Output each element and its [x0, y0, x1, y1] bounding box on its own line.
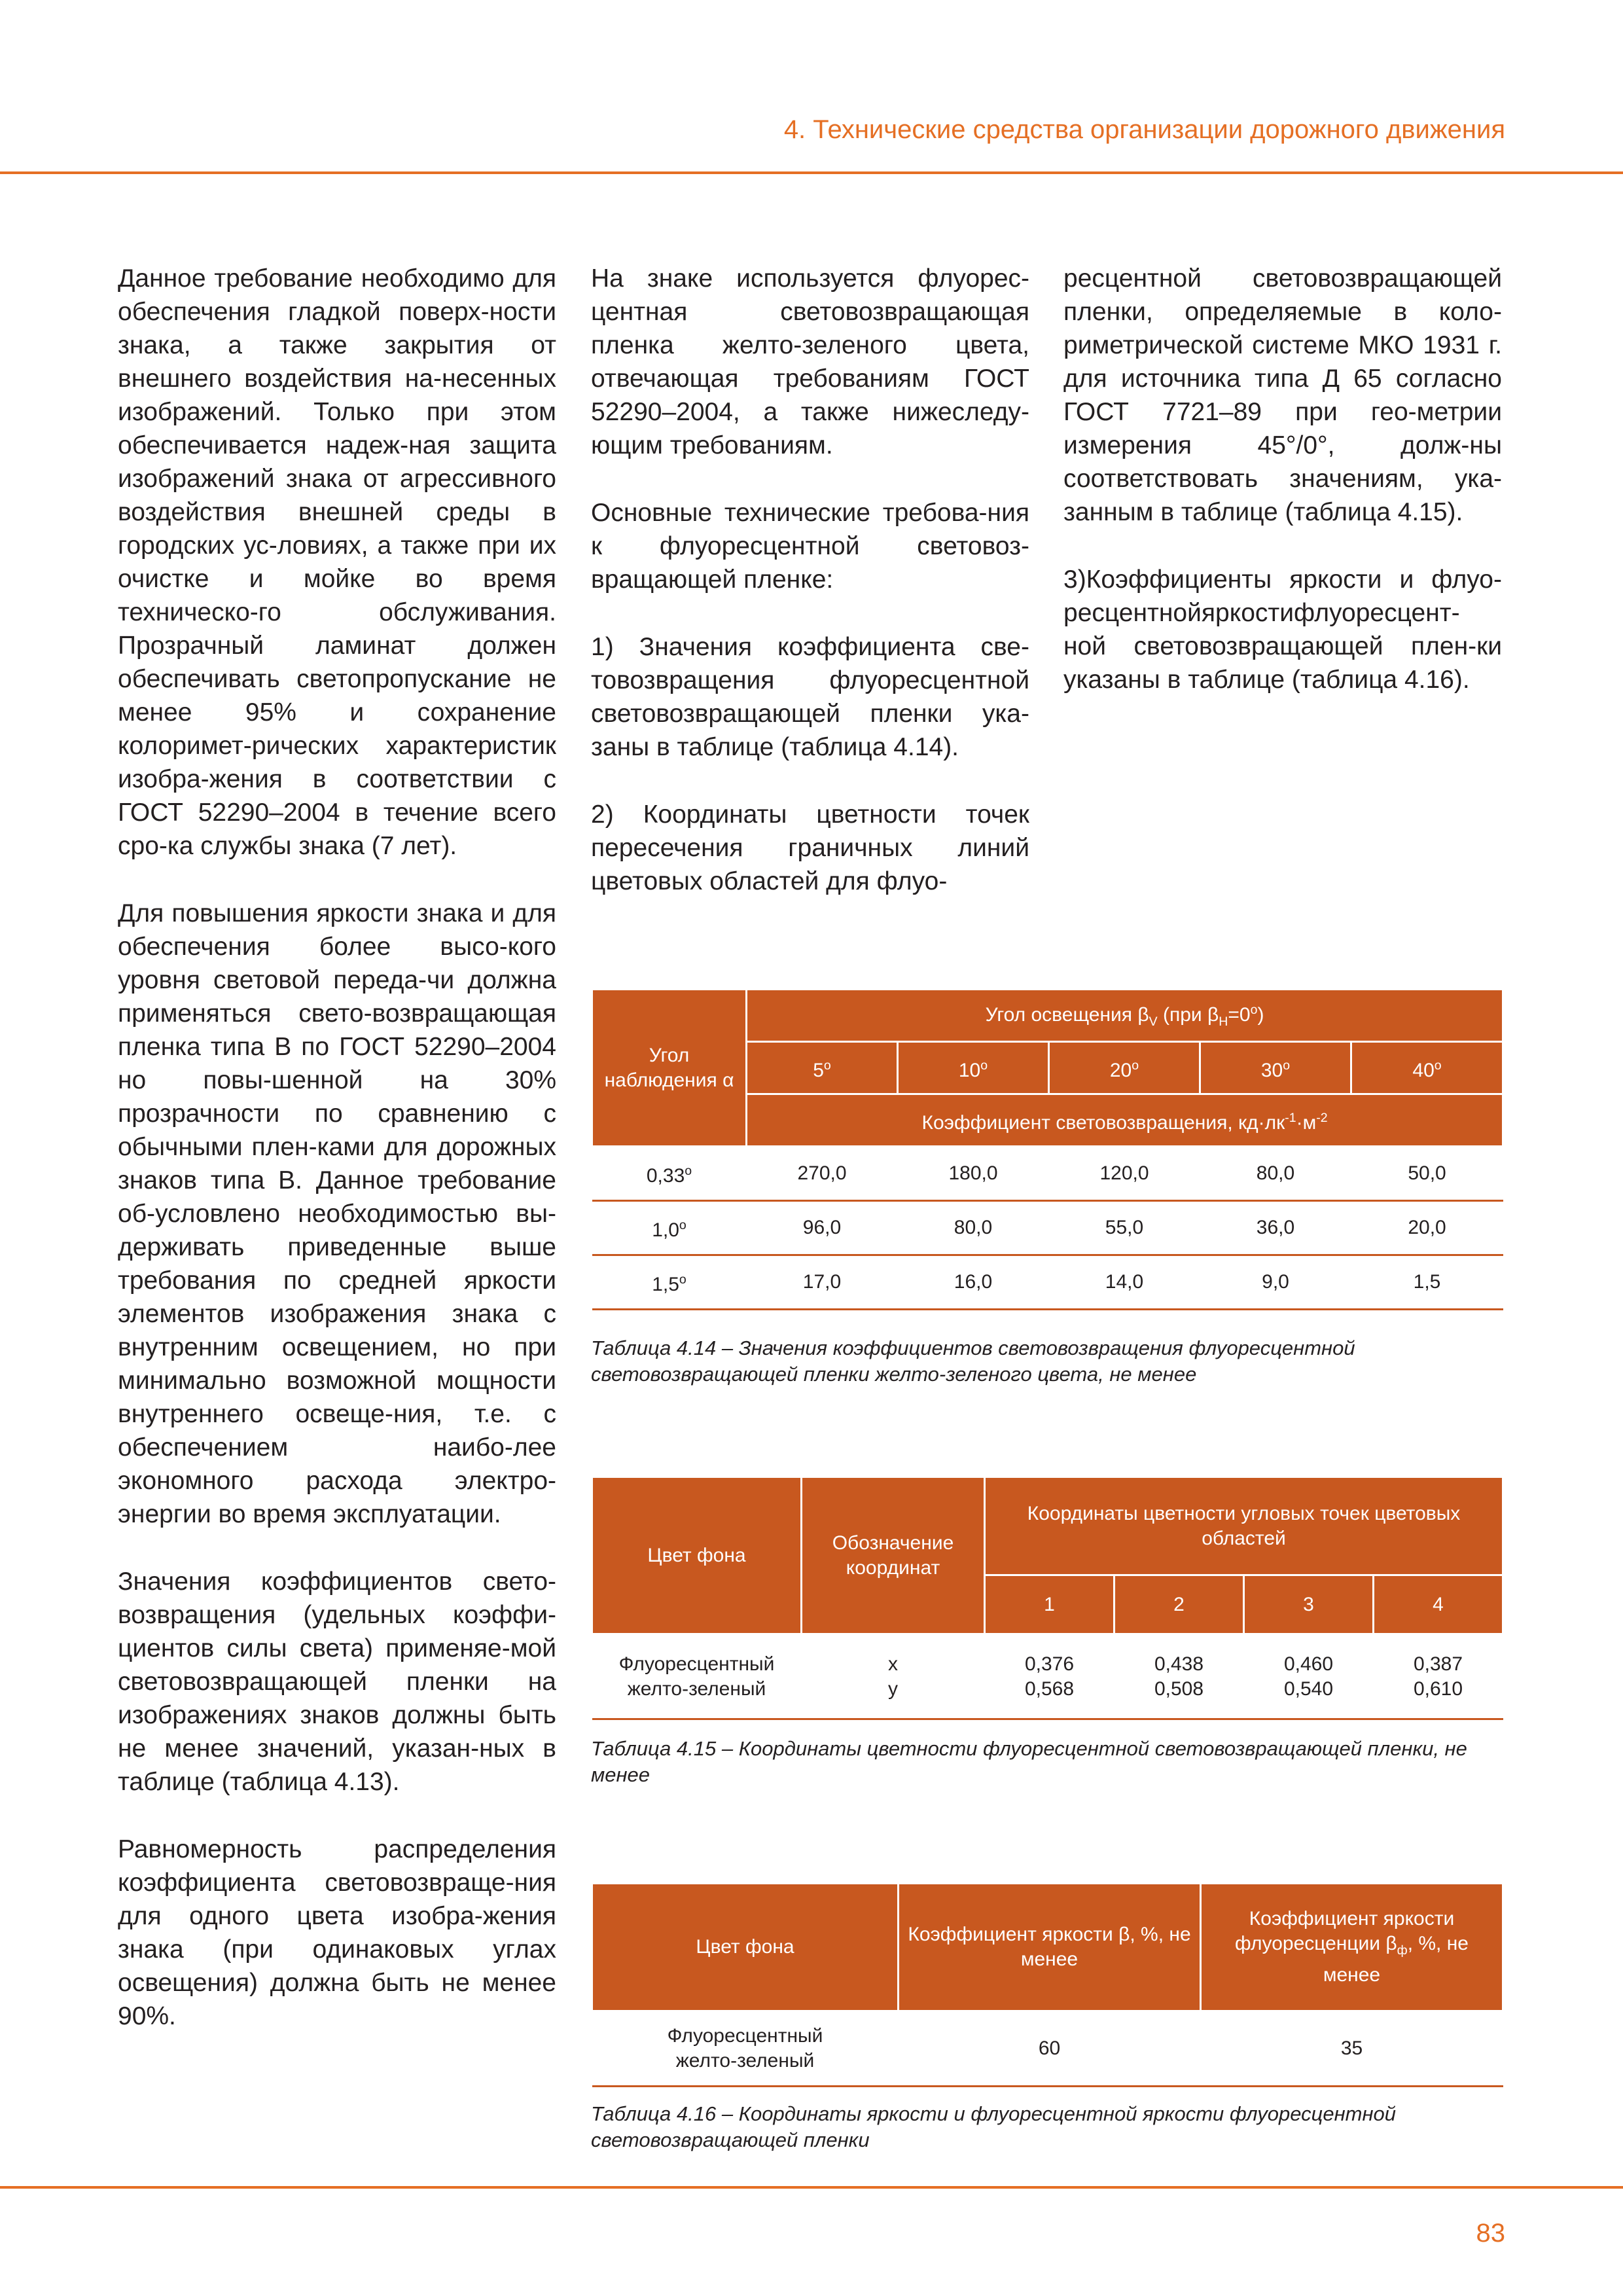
table-header-cell: $5^о$: [747, 1042, 898, 1094]
paragraph: Для повышения яркости знака и для обеспечения более высо-кого уровня световой переда-чи должна применяться свето-возвращающая пленка типа В по ГОСТ 52290–2004 но повы-шенной на 30% прозрачности по сравнению с обычными плен-ками для дорожных знаков типа В. Данное требование об-условлено необходимостью вы-держивать приведенные выше требования по средней яркости элементов изображения знака с внутренним освещением, но при минимально возможной мощности внутреннего освеще-ния, т.е. с обеспечением наибо-лее экономного расхода электро-энергии во время эксплуатации.: [118, 899, 556, 1528]
table-row: [592, 1634, 1503, 1719]
table-caption: Таблица 4.16 – Координаты яркости и флуоресцентной яркости флуоресцентной световозвращающей пленки: [591, 2102, 1397, 2151]
table-header-cell: Угол наблюдения α: [592, 990, 747, 1147]
table-cell: 0,376 0,568: [985, 1634, 1115, 1719]
text-column-3: [1063, 262, 1502, 730]
table-cell: 36,0: [1200, 1201, 1351, 1255]
table-header-cell: Коэффициент яркости флуоресценции $\beta_ф$, %, не менее: [1201, 1884, 1503, 2011]
table-header-cell: $10^о$: [898, 1042, 1049, 1094]
header-rule: [0, 171, 1623, 174]
paragraph: ресцентной световозвращающей пленки, определяемые в коло-риметрической системе МКО 1931 г. для источника типа Д 65 согласно ГОСТ 7721–89 при гео-метрии измерения 45°/0°, долж-ны соответствовать значениям, ука-занным в таблице (таблица 4.15).: [1063, 264, 1502, 526]
table-cell: Флуоресцентный желто-зеленый: [592, 1634, 802, 1719]
table-cell: 0,438 0,508: [1115, 1634, 1244, 1719]
paragraph: 3)Коэффициенты яркости и флуо-ресцентнойяркостифлуоресцент-ной световозвращающей плен-ки указаны в таблице (таблица 4.16).: [1063, 565, 1502, 694]
table-cell: 17,0: [747, 1255, 898, 1310]
table-cell: 9,0: [1200, 1255, 1351, 1310]
text-column-2: [591, 262, 1029, 932]
text-column-1: [118, 262, 556, 2067]
table-cell: 80,0: [898, 1201, 1049, 1255]
table-cell: x y: [802, 1634, 985, 1719]
table-cell: 16,0: [898, 1255, 1049, 1310]
table-header-cell: $20^о$: [1049, 1042, 1200, 1094]
table-cell: 1,5: [1351, 1255, 1503, 1310]
table-header-cell: Цвет фона: [592, 1477, 802, 1634]
paragraph: На знаке используется флуорес-центная световозвращающая пленка желто-зеленого цвета, отвечающая требованиям ГОСТ 52290–2004, а также нижеследу-ющим требованиям.: [591, 264, 1029, 459]
table-cell: 60: [899, 2011, 1201, 2087]
table-4-14: [591, 988, 1504, 1310]
table-header-cell: $30^о$: [1200, 1042, 1351, 1094]
table-4-15: [591, 1476, 1504, 1720]
table-cell: 80,0: [1200, 1147, 1351, 1201]
table-cell: 96,0: [747, 1201, 898, 1255]
paragraph: Основные технические требова-ния к флуоресцентной световоз-вращающей пленке:: [591, 499, 1029, 594]
table-caption: Таблица 4.15 – Координаты цветности флуоресцентной световозвращающей пленки, не менее: [591, 1737, 1467, 1786]
table-caption: Таблица 4.14 – Значения коэффициентов световозвращения флуоресцентной световозвращающей пленки желто-зеленого цвета, не менее: [591, 1336, 1355, 1386]
table-header-cell: $40^о$: [1351, 1042, 1503, 1094]
table-header-cell: Координаты цветности угловых точек цветовых областей: [985, 1477, 1503, 1575]
table-cell: 180,0: [898, 1147, 1049, 1201]
table-cell: 120,0: [1049, 1147, 1200, 1201]
table-cell: $1,5^о$: [592, 1255, 747, 1310]
table-header-cell: Угол освещения $\beta_V$ (при $\beta_H=0^о$): [747, 990, 1503, 1042]
table-header-cell: Цвет фона: [592, 1884, 899, 2011]
table-cell: 35: [1201, 2011, 1503, 2087]
table-cell: 50,0: [1351, 1147, 1503, 1201]
table-row: [592, 1147, 1503, 1201]
table-row: [592, 2011, 1503, 2087]
table-cell: 20,0: [1351, 1201, 1503, 1255]
table-header-cell: 1: [985, 1575, 1115, 1634]
table-4-16: [591, 1882, 1504, 2087]
footer-rule: [0, 2186, 1623, 2189]
table-header-cell: 4: [1374, 1575, 1503, 1634]
table-header-cell: Обозначение координат: [802, 1477, 985, 1634]
table-row: [592, 1255, 1503, 1310]
table-cell: $0,33^о$: [592, 1147, 747, 1201]
chapter-header: 4. Технические средства организации дорожного движения: [783, 115, 1505, 144]
table-cell: $1,0^о$: [592, 1201, 747, 1255]
table-cell: Флуоресцентный желто-зеленый: [592, 2011, 899, 2087]
table-header-cell: 3: [1244, 1575, 1374, 1634]
paragraph: Данное требование необходимо для обеспечения гладкой поверх-ности знака, а также закрытия от внешнего воздействия на-несенных изображений. Только при этом обеспечивается надеж-ная защита изображений знака от агрессивного воздействия внешней среды в городских ус-ловиях, а также при их очистке и мойке во время техническо-го обслуживания. Прозрачный ламинат должен обеспечивать светопропускание не менее 95% и сохранение колоримет-рических характеристик изобра-жения в соответствии с ГОСТ 52290–2004 в течение всего сро-ка службы знака (7 лет).: [118, 264, 556, 860]
paragraph: 2) Координаты цветности точек пересечения граничных линий цветовых областей для флуо-: [591, 800, 1029, 895]
paragraph: Равномерность распределения коэффициента световозвраще-ния для одного цвета изобра-жения знака (при одинаковых углах освещения) должна быть не менее 90%.: [118, 1835, 556, 2030]
table-header-cell: Коэффициент яркости β, %, не менее: [899, 1884, 1201, 2011]
table-row: [592, 1201, 1503, 1255]
paragraph: Значения коэффициентов свето-возвращения (удельных коэффи-циентов силы света) применяе-мой световозвращающей пленки на изображениях знаков должны быть не менее значений, указан-ных в таблице (таблица 4.13).: [118, 1568, 556, 1796]
table-cell: 55,0: [1049, 1201, 1200, 1255]
table-header-cell: Коэффициент световозвращения, $кд\cdot лк^{-1}\cdot м^{-2}$: [747, 1094, 1503, 1147]
table-cell: 0,460 0,540: [1244, 1634, 1374, 1719]
table-cell: 0,387 0,610: [1374, 1634, 1503, 1719]
paragraph: 1) Значения коэффициента све-товозвращения флуоресцентной световозвращающей пленки ука-заны в таблице (таблица 4.14).: [591, 633, 1029, 761]
table-cell: 14,0: [1049, 1255, 1200, 1310]
page-number: 83: [1476, 2219, 1505, 2248]
table-header-cell: 2: [1115, 1575, 1244, 1634]
table-cell: 270,0: [747, 1147, 898, 1201]
